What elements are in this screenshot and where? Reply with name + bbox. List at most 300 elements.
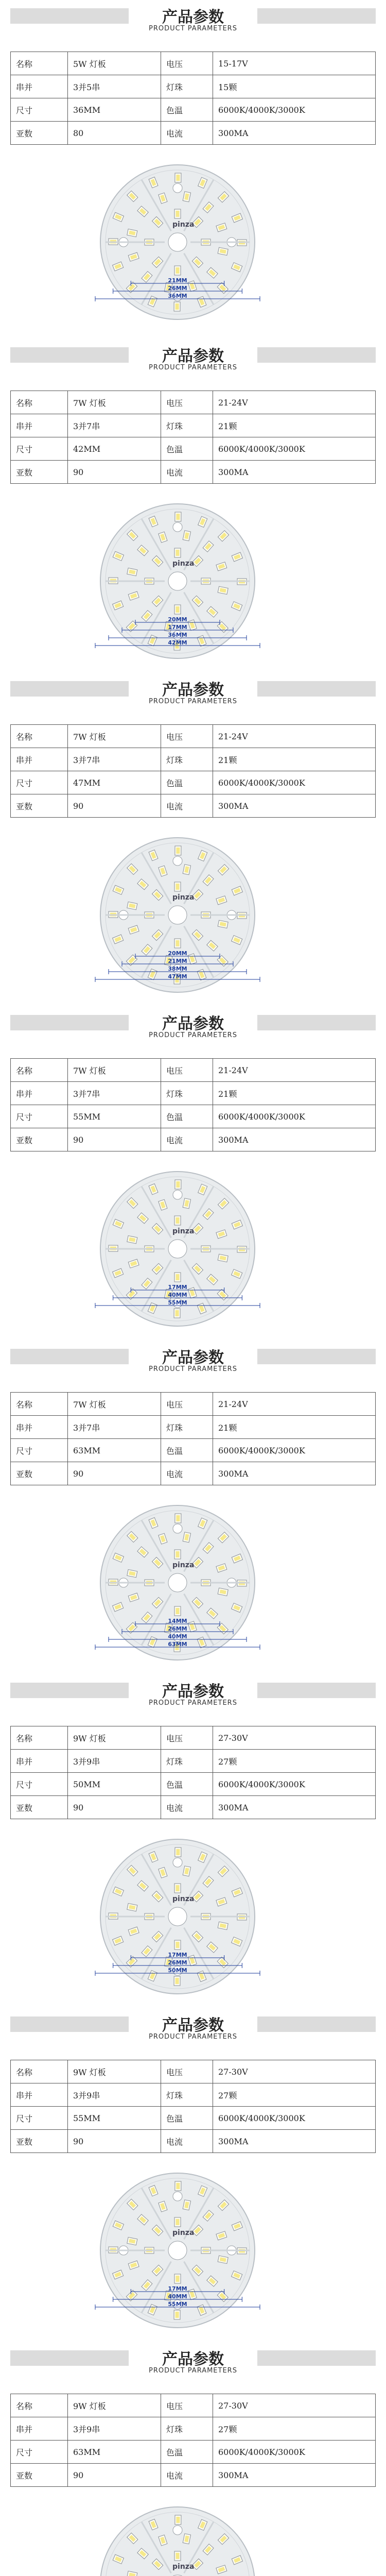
value-size: 63MM <box>68 1439 161 1462</box>
label-name: 名称 <box>11 1726 68 1750</box>
value-forward: 90 <box>68 461 161 484</box>
section-header <box>0 2342 386 2385</box>
value-series: 3并9串 <box>68 2083 161 2107</box>
value-series: 3并5串 <box>68 75 161 98</box>
label-size: 尺寸 <box>11 2441 68 2464</box>
section-subtitle: PRODUCT PARAMETERS <box>149 1699 237 1707</box>
label-voltage: 电压 <box>161 1726 213 1750</box>
table-row <box>11 1750 376 1773</box>
value-name: 9W 灯板 <box>68 2060 161 2083</box>
led-chip <box>175 2515 181 2524</box>
value-beads: 21颗 <box>213 1082 376 1105</box>
product-section <box>0 1669 386 2003</box>
screw-hole <box>173 631 182 640</box>
section-subtitle: PRODUCT PARAMETERS <box>149 364 237 371</box>
led-board-image <box>95 2168 260 2333</box>
led-board-photo <box>31 494 355 664</box>
led-chip <box>174 302 180 311</box>
led-board-image <box>95 1500 260 1665</box>
table-row <box>11 1439 376 1462</box>
table-row <box>11 748 376 771</box>
label-forward: 亚数 <box>11 122 68 145</box>
dimension-label: 40MM <box>168 1633 187 1640</box>
table-row <box>11 2417 376 2441</box>
label-series: 串并 <box>11 1750 68 1773</box>
dimension-label: 26MM <box>168 1625 187 1632</box>
table-row <box>11 1082 376 1105</box>
value-forward: 90 <box>68 1462 161 1485</box>
label-color: 色温 <box>161 1773 213 1796</box>
value-series: 3并7串 <box>68 1416 161 1439</box>
value-beads: 27颗 <box>213 1750 376 1773</box>
screw-hole <box>173 292 182 301</box>
center-hole <box>168 2241 187 2260</box>
table-row <box>11 1059 376 1082</box>
value-voltage: 15-17V <box>213 52 376 75</box>
label-name: 名称 <box>11 1393 68 1416</box>
screw-hole <box>173 2300 182 2309</box>
led-chip <box>174 209 181 218</box>
led-board-photo <box>31 155 355 325</box>
dimension-label: 38MM <box>168 965 187 972</box>
value-beads: 15颗 <box>213 75 376 98</box>
board-logo: pinza <box>172 2229 195 2237</box>
label-series: 串并 <box>11 748 68 771</box>
screw-hole <box>173 1524 182 1533</box>
table-row <box>11 461 376 484</box>
section-header <box>0 339 386 382</box>
label-color: 色温 <box>161 2441 213 2464</box>
value-forward: 90 <box>68 794 161 818</box>
spec-table <box>10 724 376 818</box>
label-voltage: 电压 <box>161 2394 213 2417</box>
label-voltage: 电压 <box>161 725 213 748</box>
label-size: 尺寸 <box>11 98 68 122</box>
dimension-label: 42MM <box>168 639 187 646</box>
label-current: 电流 <box>161 1796 213 1819</box>
label-name: 名称 <box>11 391 68 414</box>
table-row <box>11 437 376 461</box>
section-header <box>0 1341 386 1384</box>
value-beads: 21颗 <box>213 748 376 771</box>
section-header <box>0 673 386 716</box>
value-current: 300MA <box>213 2464 376 2487</box>
label-current: 电流 <box>161 2464 213 2487</box>
table-row <box>11 2394 376 2417</box>
table-row <box>11 414 376 437</box>
section-title: 产品参数 <box>162 681 224 699</box>
screw-hole <box>173 522 182 532</box>
label-beads: 灯珠 <box>161 748 213 771</box>
value-forward: 90 <box>68 2130 161 2153</box>
label-forward: 亚数 <box>11 1796 68 1819</box>
label-series: 串并 <box>11 2417 68 2441</box>
led-chip <box>175 173 181 182</box>
label-series: 串并 <box>11 2083 68 2107</box>
value-name: 9W 灯板 <box>68 1726 161 1750</box>
table-row <box>11 2083 376 2107</box>
value-series: 3并7串 <box>68 748 161 771</box>
label-beads: 灯珠 <box>161 1416 213 1439</box>
led-chip <box>174 1940 181 1950</box>
led-chip <box>174 266 181 275</box>
label-color: 色温 <box>161 98 213 122</box>
label-beads: 灯珠 <box>161 1750 213 1773</box>
section-subtitle: PRODUCT PARAMETERS <box>149 2367 237 2375</box>
section-title: 产品参数 <box>162 347 224 365</box>
label-current: 电流 <box>161 122 213 145</box>
spec-table <box>10 391 376 484</box>
led-board-photo <box>31 827 355 997</box>
led-chip <box>175 512 181 521</box>
value-name: 7W 灯板 <box>68 1059 161 1082</box>
product-section <box>0 668 386 1002</box>
table-row <box>11 1128 376 1151</box>
label-name: 名称 <box>11 1059 68 1082</box>
section-header <box>0 1674 386 1718</box>
label-series: 串并 <box>11 1082 68 1105</box>
table-row <box>11 1393 376 1416</box>
table-row <box>11 794 376 818</box>
product-section <box>0 334 386 668</box>
label-series: 串并 <box>11 414 68 437</box>
table-row <box>11 122 376 145</box>
table-row <box>11 391 376 414</box>
led-board-image <box>95 833 260 997</box>
led-board-image <box>95 2502 260 2576</box>
led-board-photo <box>31 1829 355 1999</box>
label-voltage: 电压 <box>161 1059 213 1082</box>
label-beads: 灯珠 <box>161 2083 213 2107</box>
table-row <box>11 2464 376 2487</box>
label-color: 色温 <box>161 2107 213 2130</box>
label-forward: 亚数 <box>11 1462 68 1485</box>
value-size: 47MM <box>68 771 161 794</box>
label-current: 电流 <box>161 794 213 818</box>
label-voltage: 电压 <box>161 52 213 75</box>
board-logo: pinza <box>172 1227 195 1235</box>
table-row <box>11 725 376 748</box>
dimension-label: 36MM <box>168 632 187 638</box>
spec-table <box>10 1392 376 1485</box>
label-forward: 亚数 <box>11 794 68 818</box>
led-chip <box>174 2274 181 2283</box>
dimension-label: 40MM <box>168 2293 187 2300</box>
dimension-label: 17MM <box>168 1952 187 1958</box>
section-title: 产品参数 <box>162 1015 224 1033</box>
value-forward: 90 <box>68 1128 161 1151</box>
center-hole <box>168 906 187 924</box>
led-chip <box>174 1976 180 1986</box>
label-color: 色温 <box>161 1105 213 1128</box>
led-chip <box>174 1216 181 1225</box>
dimension-label: 17MM <box>168 1284 187 1291</box>
table-row <box>11 1796 376 1819</box>
section-title: 产品参数 <box>162 2350 224 2368</box>
led-chip <box>174 1642 180 1652</box>
led-chip <box>174 882 181 891</box>
value-color: 6000K/4000K/3000K <box>213 1105 376 1128</box>
label-beads: 灯珠 <box>161 75 213 98</box>
led-chip <box>174 1606 181 1616</box>
dimension-label: 63MM <box>168 1641 187 1648</box>
section-subtitle: PRODUCT PARAMETERS <box>149 2033 237 2041</box>
dimension-label: 20MM <box>168 950 187 957</box>
label-current: 电流 <box>161 461 213 484</box>
led-chip <box>175 1848 181 1857</box>
product-section <box>0 2337 386 2576</box>
led-chip <box>174 548 181 557</box>
dimension-label: 17MM <box>168 2285 187 2292</box>
section-header <box>0 1007 386 1050</box>
value-voltage: 27-30V <box>213 1726 376 1750</box>
led-chip <box>175 1180 181 1189</box>
label-forward: 亚数 <box>11 1128 68 1151</box>
label-color: 色温 <box>161 1439 213 1462</box>
value-current: 300MA <box>213 461 376 484</box>
value-current: 300MA <box>213 1128 376 1151</box>
value-voltage: 27-30V <box>213 2394 376 2417</box>
table-row <box>11 1105 376 1128</box>
center-hole <box>168 572 187 590</box>
value-size: 36MM <box>68 98 161 122</box>
label-size: 尺寸 <box>11 1773 68 1796</box>
value-series: 3并9串 <box>68 1750 161 1773</box>
value-current: 300MA <box>213 794 376 818</box>
label-color: 色温 <box>161 437 213 461</box>
center-hole <box>168 1240 187 1258</box>
label-name: 名称 <box>11 2060 68 2083</box>
value-size: 55MM <box>68 1105 161 1128</box>
product-section <box>0 1335 386 1669</box>
table-row <box>11 98 376 122</box>
dimension-label: 55MM <box>168 2301 187 2308</box>
dimension-label: 21MM <box>168 958 187 964</box>
screw-hole <box>173 1632 182 1641</box>
board-logo: pinza <box>172 1561 195 1569</box>
value-color: 6000K/4000K/3000K <box>213 1773 376 1796</box>
label-size: 尺寸 <box>11 437 68 461</box>
dimension-label: 21MM <box>168 277 187 284</box>
label-size: 尺寸 <box>11 771 68 794</box>
spec-table <box>10 1058 376 1151</box>
label-series: 串并 <box>11 75 68 98</box>
screw-hole <box>173 1858 182 1867</box>
value-name: 7W 灯板 <box>68 1393 161 1416</box>
center-hole <box>168 233 187 251</box>
value-color: 6000K/4000K/3000K <box>213 98 376 122</box>
label-current: 电流 <box>161 2130 213 2153</box>
label-voltage: 电压 <box>161 391 213 414</box>
board-logo: pinza <box>172 893 195 902</box>
section-subtitle: PRODUCT PARAMETERS <box>149 1365 237 1373</box>
value-beads: 27颗 <box>213 2417 376 2441</box>
value-name: 5W 灯板 <box>68 52 161 75</box>
value-forward: 90 <box>68 1796 161 1819</box>
led-board-image <box>95 160 260 325</box>
table-row <box>11 52 376 75</box>
label-color: 色温 <box>161 771 213 794</box>
label-series: 串并 <box>11 1416 68 1439</box>
section-title: 产品参数 <box>162 1683 224 1701</box>
led-chip <box>175 1514 181 1523</box>
screw-hole <box>173 1966 182 1975</box>
label-current: 电流 <box>161 1462 213 1485</box>
table-row <box>11 1773 376 1796</box>
value-size: 63MM <box>68 2441 161 2464</box>
spec-table <box>10 1726 376 1819</box>
label-forward: 亚数 <box>11 461 68 484</box>
led-board-image <box>95 1834 260 1999</box>
dimension-label: 36MM <box>168 293 187 299</box>
led-board-photo <box>31 1161 355 1331</box>
section-title: 产品参数 <box>162 8 224 26</box>
led-chip <box>174 1884 181 1893</box>
dimension-label: 47MM <box>168 973 187 980</box>
value-beads: 27颗 <box>213 2083 376 2107</box>
table-row <box>11 2107 376 2130</box>
center-hole <box>168 1573 187 1592</box>
table-row <box>11 1726 376 1750</box>
value-current: 300MA <box>213 1462 376 1485</box>
label-size: 尺寸 <box>11 2107 68 2130</box>
screw-hole <box>173 856 182 866</box>
led-chip <box>174 1273 181 1282</box>
value-color: 6000K/4000K/3000K <box>213 437 376 461</box>
value-beads: 21颗 <box>213 414 376 437</box>
led-chip <box>174 1309 180 1318</box>
value-forward: 80 <box>68 122 161 145</box>
table-row <box>11 2060 376 2083</box>
value-voltage: 21-24V <box>213 1393 376 1416</box>
screw-hole <box>173 183 182 193</box>
value-color: 6000K/4000K/3000K <box>213 2107 376 2130</box>
value-color: 6000K/4000K/3000K <box>213 771 376 794</box>
dimension-label: 20MM <box>168 616 187 623</box>
screw-hole <box>173 964 182 974</box>
dimension-label: 26MM <box>168 285 187 292</box>
label-voltage: 电压 <box>161 1393 213 1416</box>
section-subtitle: PRODUCT PARAMETERS <box>149 698 237 705</box>
label-voltage: 电压 <box>161 2060 213 2083</box>
dimension-label: 26MM <box>168 1959 187 1966</box>
product-section <box>0 1002 386 1335</box>
screw-hole <box>173 2192 182 2201</box>
led-board-photo <box>31 2163 355 2333</box>
value-forward: 90 <box>68 2464 161 2487</box>
label-current: 电流 <box>161 1128 213 1151</box>
label-size: 尺寸 <box>11 1439 68 1462</box>
led-chip <box>174 2551 181 2561</box>
label-name: 名称 <box>11 52 68 75</box>
led-chip <box>175 2181 181 2191</box>
spec-table <box>10 52 376 145</box>
led-chip <box>174 605 181 614</box>
dimension-label: 14MM <box>168 1618 187 1624</box>
section-header <box>0 0 386 43</box>
center-hole <box>168 1907 187 1926</box>
dimension-label: 50MM <box>168 1967 187 1974</box>
value-name: 9W 灯板 <box>68 2394 161 2417</box>
board-logo: pinza <box>172 1895 195 1903</box>
screw-hole <box>173 2526 182 2535</box>
section-subtitle: PRODUCT PARAMETERS <box>149 1031 237 1039</box>
value-name: 7W 灯板 <box>68 725 161 748</box>
value-voltage: 21-24V <box>213 1059 376 1082</box>
product-section <box>0 0 386 334</box>
value-size: 55MM <box>68 2107 161 2130</box>
spec-table <box>10 2394 376 2487</box>
label-beads: 灯珠 <box>161 2417 213 2441</box>
section-title: 产品参数 <box>162 1349 224 1367</box>
led-board-image <box>95 499 260 664</box>
section-header <box>0 2008 386 2052</box>
label-forward: 亚数 <box>11 2130 68 2153</box>
dimension-label: 17MM <box>168 624 187 631</box>
value-current: 300MA <box>213 2130 376 2153</box>
dimension-label: 40MM <box>168 1292 187 1298</box>
label-name: 名称 <box>11 725 68 748</box>
value-size: 50MM <box>68 1773 161 1796</box>
value-size: 42MM <box>68 437 161 461</box>
screw-hole <box>173 1298 182 1308</box>
led-chip <box>174 975 180 984</box>
table-row <box>11 2441 376 2464</box>
screw-hole <box>173 1190 182 1199</box>
value-series: 3并9串 <box>68 2417 161 2441</box>
label-beads: 灯珠 <box>161 1082 213 1105</box>
value-series: 3并7串 <box>68 1082 161 1105</box>
label-forward: 亚数 <box>11 2464 68 2487</box>
value-voltage: 27-30V <box>213 2060 376 2083</box>
value-current: 300MA <box>213 1796 376 1819</box>
led-chip <box>175 846 181 855</box>
dimension-label: 55MM <box>168 1299 187 1306</box>
table-row <box>11 2130 376 2153</box>
section-title: 产品参数 <box>162 2016 224 2035</box>
table-row <box>11 1416 376 1439</box>
led-chip <box>174 2310 180 2319</box>
board-logo: pinza <box>172 221 195 229</box>
led-chip <box>174 1550 181 1559</box>
label-beads: 灯珠 <box>161 414 213 437</box>
table-row <box>11 771 376 794</box>
value-series: 3并7串 <box>68 414 161 437</box>
value-color: 6000K/4000K/3000K <box>213 1439 376 1462</box>
led-chip <box>174 641 180 650</box>
value-voltage: 21-24V <box>213 391 376 414</box>
board-logo: pinza <box>172 2563 195 2571</box>
value-voltage: 21-24V <box>213 725 376 748</box>
spec-table <box>10 2060 376 2153</box>
value-color: 6000K/4000K/3000K <box>213 2441 376 2464</box>
led-board-image <box>95 1166 260 1331</box>
section-subtitle: PRODUCT PARAMETERS <box>149 25 237 32</box>
led-board-photo <box>31 2497 355 2576</box>
label-name: 名称 <box>11 2394 68 2417</box>
board-logo: pinza <box>172 560 195 568</box>
led-board-photo <box>31 1495 355 1665</box>
value-current: 300MA <box>213 122 376 145</box>
table-row <box>11 1462 376 1485</box>
table-row <box>11 75 376 98</box>
value-name: 7W 灯板 <box>68 391 161 414</box>
label-size: 尺寸 <box>11 1105 68 1128</box>
value-beads: 21颗 <box>213 1416 376 1439</box>
led-chip <box>174 2217 181 2227</box>
product-section <box>0 2003 386 2337</box>
led-chip <box>174 939 181 948</box>
